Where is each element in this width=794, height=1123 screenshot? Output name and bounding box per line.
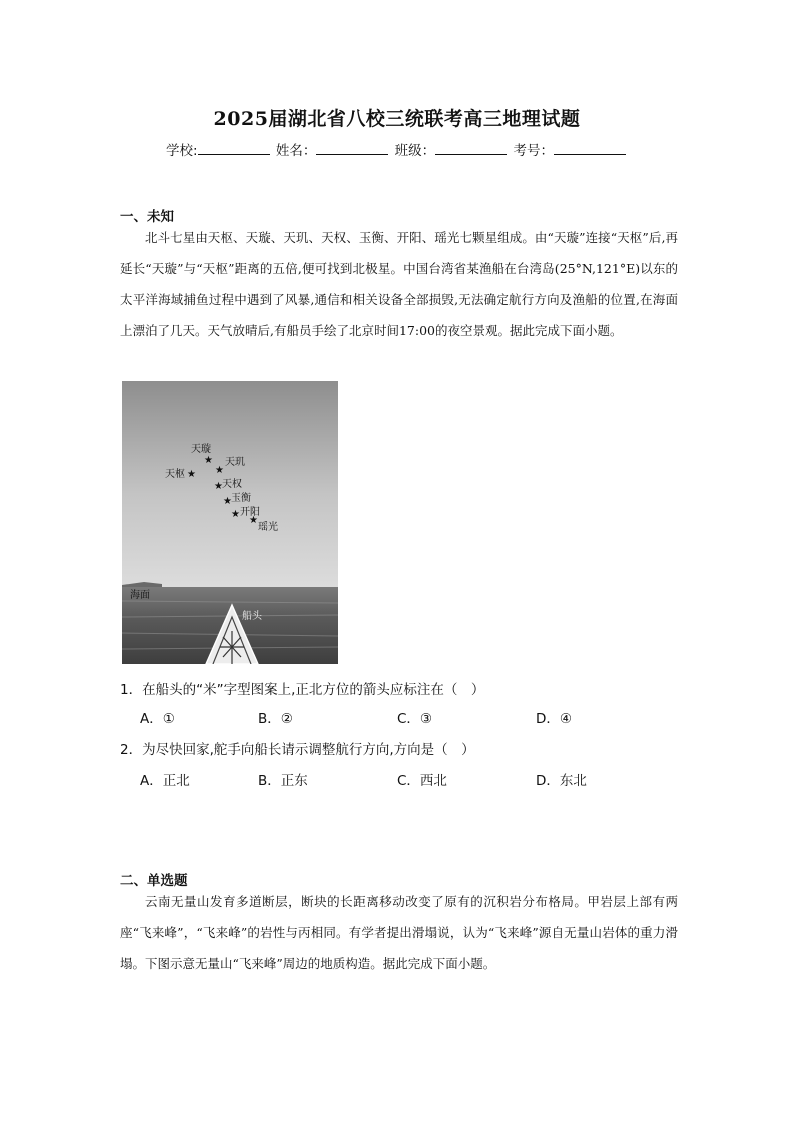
student-info-line	[0, 139, 794, 159]
school-label: 学校:	[166, 143, 198, 159]
star-label-tianxuan: 天璇	[191, 444, 211, 455]
q2-option-b[interactable]: B．正东	[258, 773, 308, 789]
star-tianxuan-mark: ★	[204, 455, 213, 466]
big-dipper-photo	[122, 381, 338, 664]
star-label-yuheng: 玉衡	[231, 493, 251, 504]
name-label: 姓名：	[275, 143, 317, 159]
star-label-tianji: 天玑	[225, 457, 245, 468]
question-2: 2．为尽快回家,舵手向船长请示调整航行方向,方向是（ ）	[120, 742, 475, 758]
star-yuheng-mark: ★	[223, 496, 232, 507]
star-label-yaoguang: 瑶光	[258, 522, 278, 533]
section-1-passage: 北斗七星由天枢、天璇、天玑、天权、玉衡、开阳、瑶光七颗星组成。由“天璇”连接“天枢”后,再延长“天璇”与“天枢”距离的五倍,便可找到北极星。中国台湾省某渔船在台湾岛(25°N,121°E)以东的太平洋海域捕鱼过程中遇到了风暴,通信和相关设备全部损毁,无法确定航行方向及渔船的位置,在海面上漂泊了几天。天气放晴后,有船员手绘了北京时间17:00的夜空景观。据此完成下面小题。	[120, 230, 678, 338]
star-label-kaiyang: 开阳	[240, 507, 260, 518]
question-1: 1．在船头的“米”字型图案上,正北方位的箭头应标注在（ ）	[120, 682, 485, 698]
class-blank	[435, 142, 507, 155]
sea-label: 海面	[130, 590, 150, 601]
q1-option-b[interactable]: B．②	[258, 711, 293, 727]
star-tianji-mark: ★	[215, 465, 224, 476]
star-label-tianshu: 天枢	[165, 469, 185, 480]
star-tianshu-mark: ★	[187, 469, 196, 480]
bow-label: 船头	[242, 611, 262, 622]
star-tianquan-mark: ★	[214, 481, 223, 492]
q2-option-d[interactable]: D．东北	[536, 773, 587, 789]
class-label: 班级：	[394, 143, 436, 159]
q2-option-c[interactable]: C．西北	[397, 773, 447, 789]
q2-option-a[interactable]: A．正北	[140, 773, 190, 789]
star-label-tianquan: 天权	[222, 479, 242, 490]
star-yaoguang-mark: ★	[249, 515, 258, 526]
section-2-passage: 云南无量山发育多道断层，断块的长距离移动改变了原有的沉积岩分布格局。甲岩层上部有两座“飞来峰”，“飞来峰”的岩性与丙相同。有学者提出滑塌说，认为“飞来峰”源自无量山岩体的重力滑塌。下图示意无量山“飞来峰”周边的地质构造。据此完成下面小题。	[120, 894, 678, 971]
name-blank	[316, 142, 388, 155]
q1-option-c[interactable]: C．③	[397, 711, 433, 727]
exam-no-label: 考号：	[513, 143, 554, 159]
exam-no-blank	[554, 142, 626, 155]
section-1-heading: 一、未知	[120, 209, 174, 225]
page-title: 2025届湖北省八校三统联考高三地理试题	[213, 108, 581, 130]
q1-option-d[interactable]: D．④	[536, 711, 572, 727]
star-kaiyang-mark: ★	[231, 509, 240, 520]
school-blank	[198, 142, 270, 155]
q1-option-a[interactable]: A．①	[140, 711, 175, 727]
section-2-heading: 二、单选题	[120, 873, 188, 889]
